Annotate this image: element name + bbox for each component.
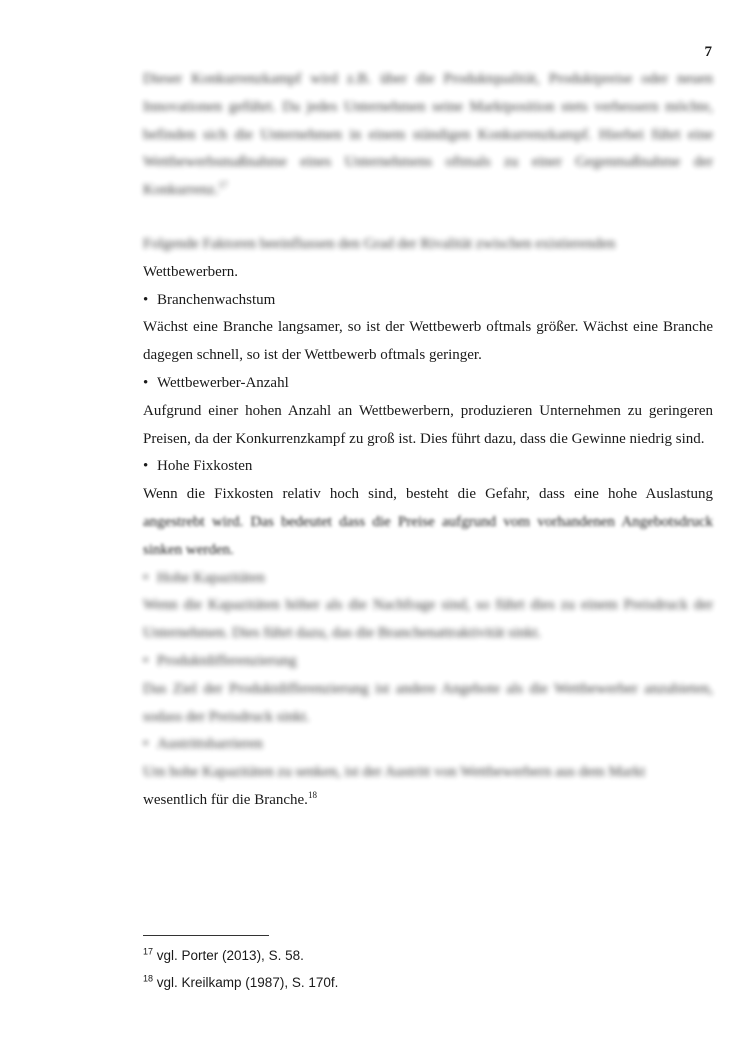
paragraph-intro — [143, 231, 713, 287]
factor-heading — [143, 565, 713, 593]
footnote-text: vgl. Porter (2013), S. 58. — [153, 948, 304, 963]
factor-title: Hohe Fixkosten — [157, 458, 253, 475]
factor-title: Produktdifferenzierung — [157, 652, 297, 669]
body-text — [143, 66, 713, 815]
intro-text: Wettbewerbern. — [143, 263, 238, 280]
factor-heading — [143, 287, 713, 315]
footnotes — [143, 942, 338, 996]
factor-heading — [143, 453, 713, 481]
page-number: 7 — [704, 44, 712, 60]
factor-text: Wenn die Kapazitäten höher als die Nachfrage sind, so führt dies zu einem Preisdruck der Unternehmen. Dies führt dazu, das die Branchenattraktivität sinkt. — [143, 597, 713, 642]
factor-title: Austrittsbarrieren — [157, 736, 263, 753]
footnote — [143, 969, 338, 996]
paragraph-text: Dieser Konkurrenzkampf wird z.B. über die Produktqualität, Produktpreise oder neuen Innovationen geführt. Da jedes Unternehmen seine Marktposition stets verbessern möchte, befinden sich die Unternehmen in einem ständigen Konkurrenzkampf. Hierbei führt eine Wettbewerbsmaßnahme eines Unternehmens oftmals zu einer Gegenmaßnahme der Konkurrenz. — [143, 71, 713, 199]
footnote — [143, 942, 338, 969]
factor-text-blurred: angestrebt wird. Das bedeutet dass die Preise aufgrund vom vorhandenen Angebotsdruck sinken werden. — [143, 513, 713, 558]
paragraph-competition — [143, 66, 713, 205]
closing-line — [143, 787, 713, 815]
bullet-icon: • — [143, 569, 149, 586]
bullet-icon: • — [143, 374, 149, 391]
footnote-text: vgl. Kreilkamp (1987), S. 170f. — [153, 975, 339, 990]
footnote-number: 18 — [143, 973, 154, 984]
bullet-icon: • — [143, 291, 149, 308]
footnote-ref: 18 — [307, 789, 317, 800]
blurred-section — [143, 565, 713, 787]
bullet-icon: • — [143, 652, 149, 669]
factor-title: Branchenwachstum — [157, 291, 276, 308]
closing-text: wesentlich für die Branche. — [143, 791, 308, 808]
intro-text-blurred: Folgende Faktoren beeinflussen den Grad der Rivalität zwischen existierenden — [143, 235, 616, 252]
factor-title: Hohe Kapazitäten — [157, 569, 265, 586]
factor-text: Wächst eine Branche langsamer, so ist der Wettbewerb oftmals größer. Wächst eine Branche dagegen schnell, so ist der Wettbewerb oftmals geringer. — [143, 319, 713, 364]
footnote-number: 17 — [143, 946, 154, 957]
factor-text: Das Ziel der Produktdifferenzierung ist andere Angebote als die Wettbewerber anzubieten, sodass der Preisdruck sinkt. — [143, 680, 713, 725]
factor-text — [143, 481, 713, 564]
factor-text-clear: Wenn die Fixkosten relativ hoch sind, besteht die Gefahr, dass eine hohe Auslastung — [143, 486, 713, 503]
factor-heading — [143, 370, 713, 398]
factor-text: Um hohe Kapazitäten zu senken, ist der Austritt von Wettbewerbern aus dem Markt — [143, 764, 646, 781]
factor-text: Aufgrund einer hohen Anzahl an Wettbewerbern, produzieren Unternehmen zu geringeren Preisen, da der Konkurrenzkampf zu groß ist. Dies führt dazu, dass die Gewinne niedrig sind. — [143, 402, 713, 447]
factor-heading — [143, 731, 713, 759]
bullet-icon: • — [143, 736, 149, 753]
footnote-ref: 17 — [218, 180, 228, 191]
footnote-divider — [143, 935, 269, 936]
bullet-icon: • — [143, 458, 149, 475]
factor-heading — [143, 648, 713, 676]
factor-title: Wettbewerber-Anzahl — [157, 374, 289, 391]
